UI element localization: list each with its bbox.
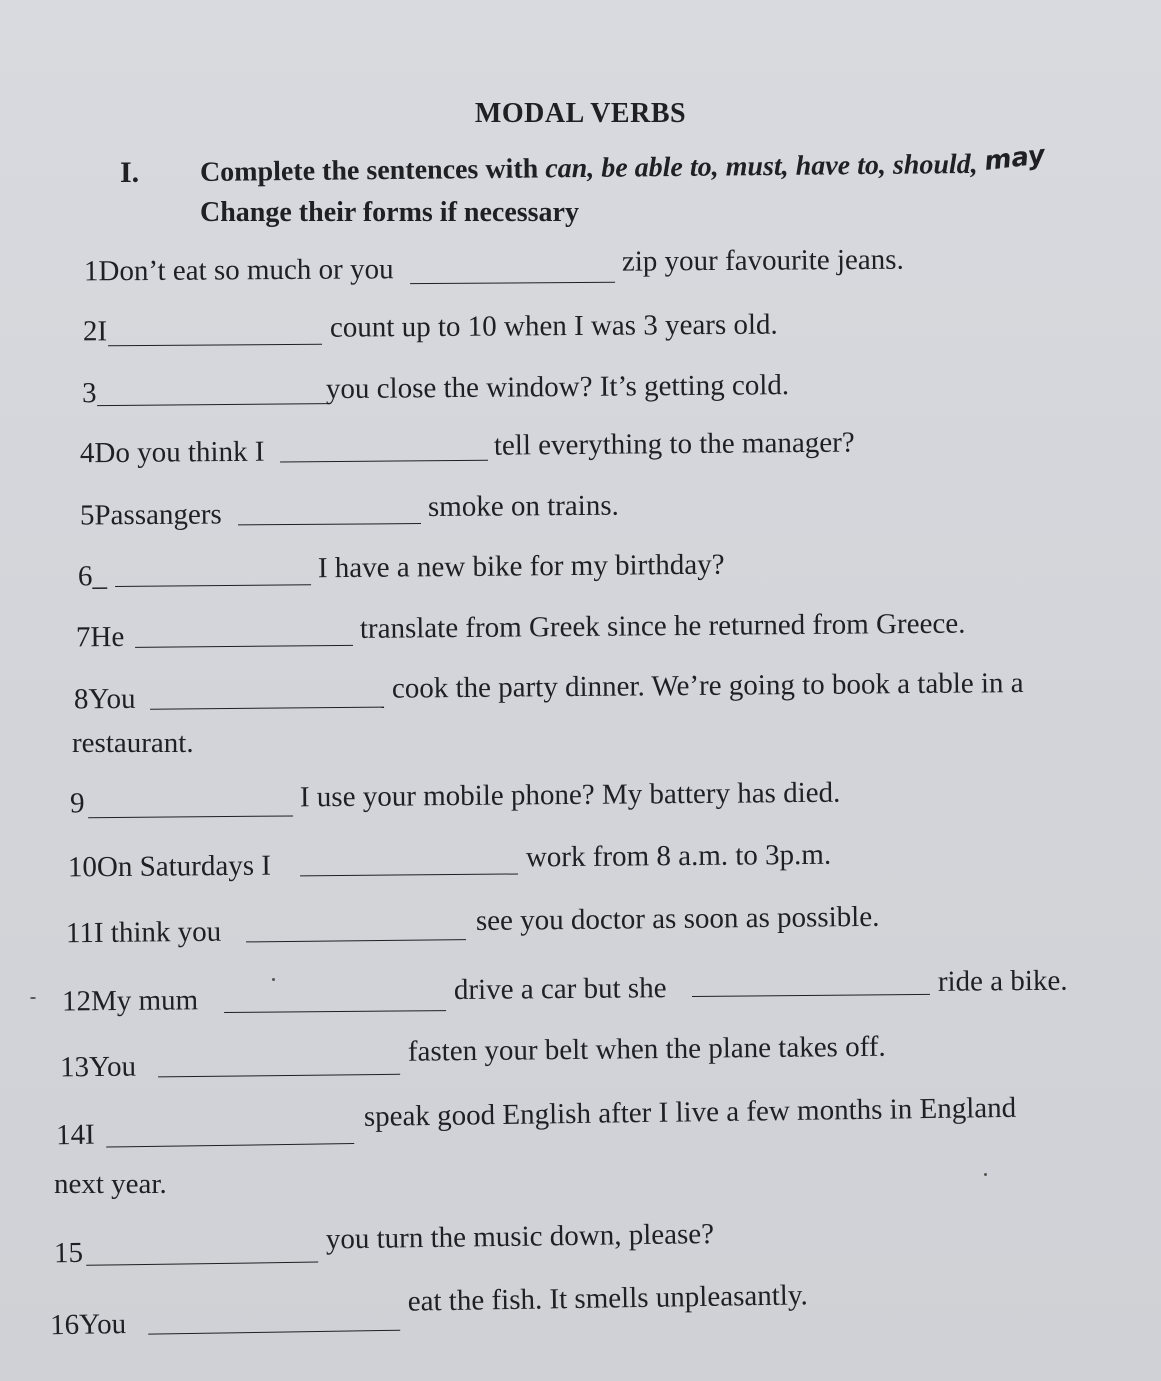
item-text-after: cook the party dinner. We’re going to book a table in a [391, 667, 1024, 705]
answer-blank[interactable] [224, 1010, 446, 1013]
item-text-after: ride a bike. [937, 964, 1068, 998]
exercise-item-3 [0, 360, 1161, 420]
item-text-middle: drive a car but she [453, 972, 667, 1007]
exercise-item-12 [0, 966, 1161, 1026]
item-text-after: you turn the music down, please? [325, 1218, 715, 1256]
item-8-continuation: restaurant. [72, 727, 194, 759]
item-text-before: 1Don’t eat so much or you [83, 253, 394, 288]
exercise-item-4 [0, 422, 1161, 482]
answer-blank[interactable] [158, 1074, 400, 1078]
instruction-line-2: Change their forms if necessary [200, 197, 579, 228]
item-text-before: 8You [73, 682, 136, 716]
exercise-item-7 [0, 606, 1161, 666]
instruction-line-1 [199, 140, 1047, 189]
item-text-before: 10On Saturdays I [67, 849, 272, 884]
answer-blank[interactable] [88, 815, 293, 818]
answer-blank[interactable] [135, 645, 353, 648]
item-text-before: 4Do you think I [79, 435, 265, 470]
item-text-before: 14I [55, 1118, 95, 1152]
exercise-item-2 [0, 302, 1161, 360]
item-text-before: 13You [59, 1050, 137, 1084]
answer-blank[interactable] [86, 1262, 318, 1266]
exercise-item-9 [0, 770, 1161, 830]
exercise-item-5 [0, 486, 1161, 544]
answer-blank[interactable] [238, 523, 421, 525]
answer-blank[interactable] [692, 994, 930, 997]
answer-blank[interactable] [106, 1143, 354, 1147]
paper-mark [30, 997, 36, 999]
item-text-after: count up to 10 when I was 3 years old. [329, 308, 778, 344]
item-text-after: eat the fish. It smells unpleasantly. [407, 1279, 808, 1318]
item-text-after: tell everything to the manager? [493, 426, 855, 462]
answer-blank[interactable] [97, 403, 327, 406]
item-text-before: 6_ [77, 560, 108, 593]
item-text-before: 16You [49, 1308, 127, 1342]
instruction-handwritten-word: may [982, 140, 1047, 177]
item-text-after: see you doctor as soon as possible. [475, 900, 880, 938]
answer-blank[interactable] [280, 460, 488, 463]
exercise-item-13 [0, 1028, 1161, 1090]
exercise-item-6 [0, 545, 1161, 605]
item-text-before: 11I think you [65, 915, 222, 950]
section-number: I. [120, 156, 140, 189]
exercise-item-1 [0, 242, 1161, 300]
exercise-item-11 [0, 900, 1161, 962]
item-text-before: 7He [75, 620, 125, 654]
exercise-item-15 [0, 1210, 1161, 1276]
page-title: MODAL VERBS [474, 98, 687, 129]
item-text-after: you close the window? It’s getting cold. [325, 369, 790, 406]
exercise-item-14 [0, 1090, 1161, 1156]
answer-blank[interactable] [150, 707, 384, 710]
answer-blank[interactable] [410, 282, 615, 284]
instruction-modals: can, be able to, must, have to, should, [545, 148, 978, 185]
exercise-item-8 [0, 668, 1161, 728]
item-text-after: smoke on trains. [427, 489, 619, 524]
answer-blank[interactable] [246, 939, 466, 942]
paper-mark [984, 1173, 987, 1176]
item-text-before: 12My mum [61, 984, 199, 1018]
item-text-before: 9 [69, 787, 85, 820]
item-text-after: work from 8 a.m. to 3p.m. [525, 838, 832, 874]
item-text-after: zip your favourite jeans. [621, 243, 904, 278]
exercise-item-16 [0, 1278, 1161, 1346]
item-text-before: 2I [82, 315, 108, 348]
item-14-continuation: next year. [54, 1168, 167, 1200]
item-text-before: 3 [81, 377, 97, 410]
item-text-before: 5Passangers [79, 498, 222, 532]
item-text-after: speak good English after I live a few months in England [363, 1091, 1017, 1133]
paper-mark [272, 978, 275, 981]
item-text-after: I have a new bike for my birthday? [317, 548, 725, 585]
item-text-after: translate from Greek since he returned from Greece. [359, 607, 966, 645]
instruction-lead: Complete the sentences with [199, 153, 546, 188]
answer-blank[interactable] [148, 1330, 400, 1335]
item-text-before: 15 [53, 1236, 84, 1270]
answer-blank[interactable] [108, 344, 322, 346]
item-text-after: I use your mobile phone? My battery has died. [299, 776, 841, 814]
answer-blank[interactable] [115, 584, 311, 587]
item-text-after: fasten your belt when the plane takes off. [407, 1030, 886, 1068]
answer-blank[interactable] [300, 873, 518, 876]
exercise-item-10 [0, 836, 1161, 896]
